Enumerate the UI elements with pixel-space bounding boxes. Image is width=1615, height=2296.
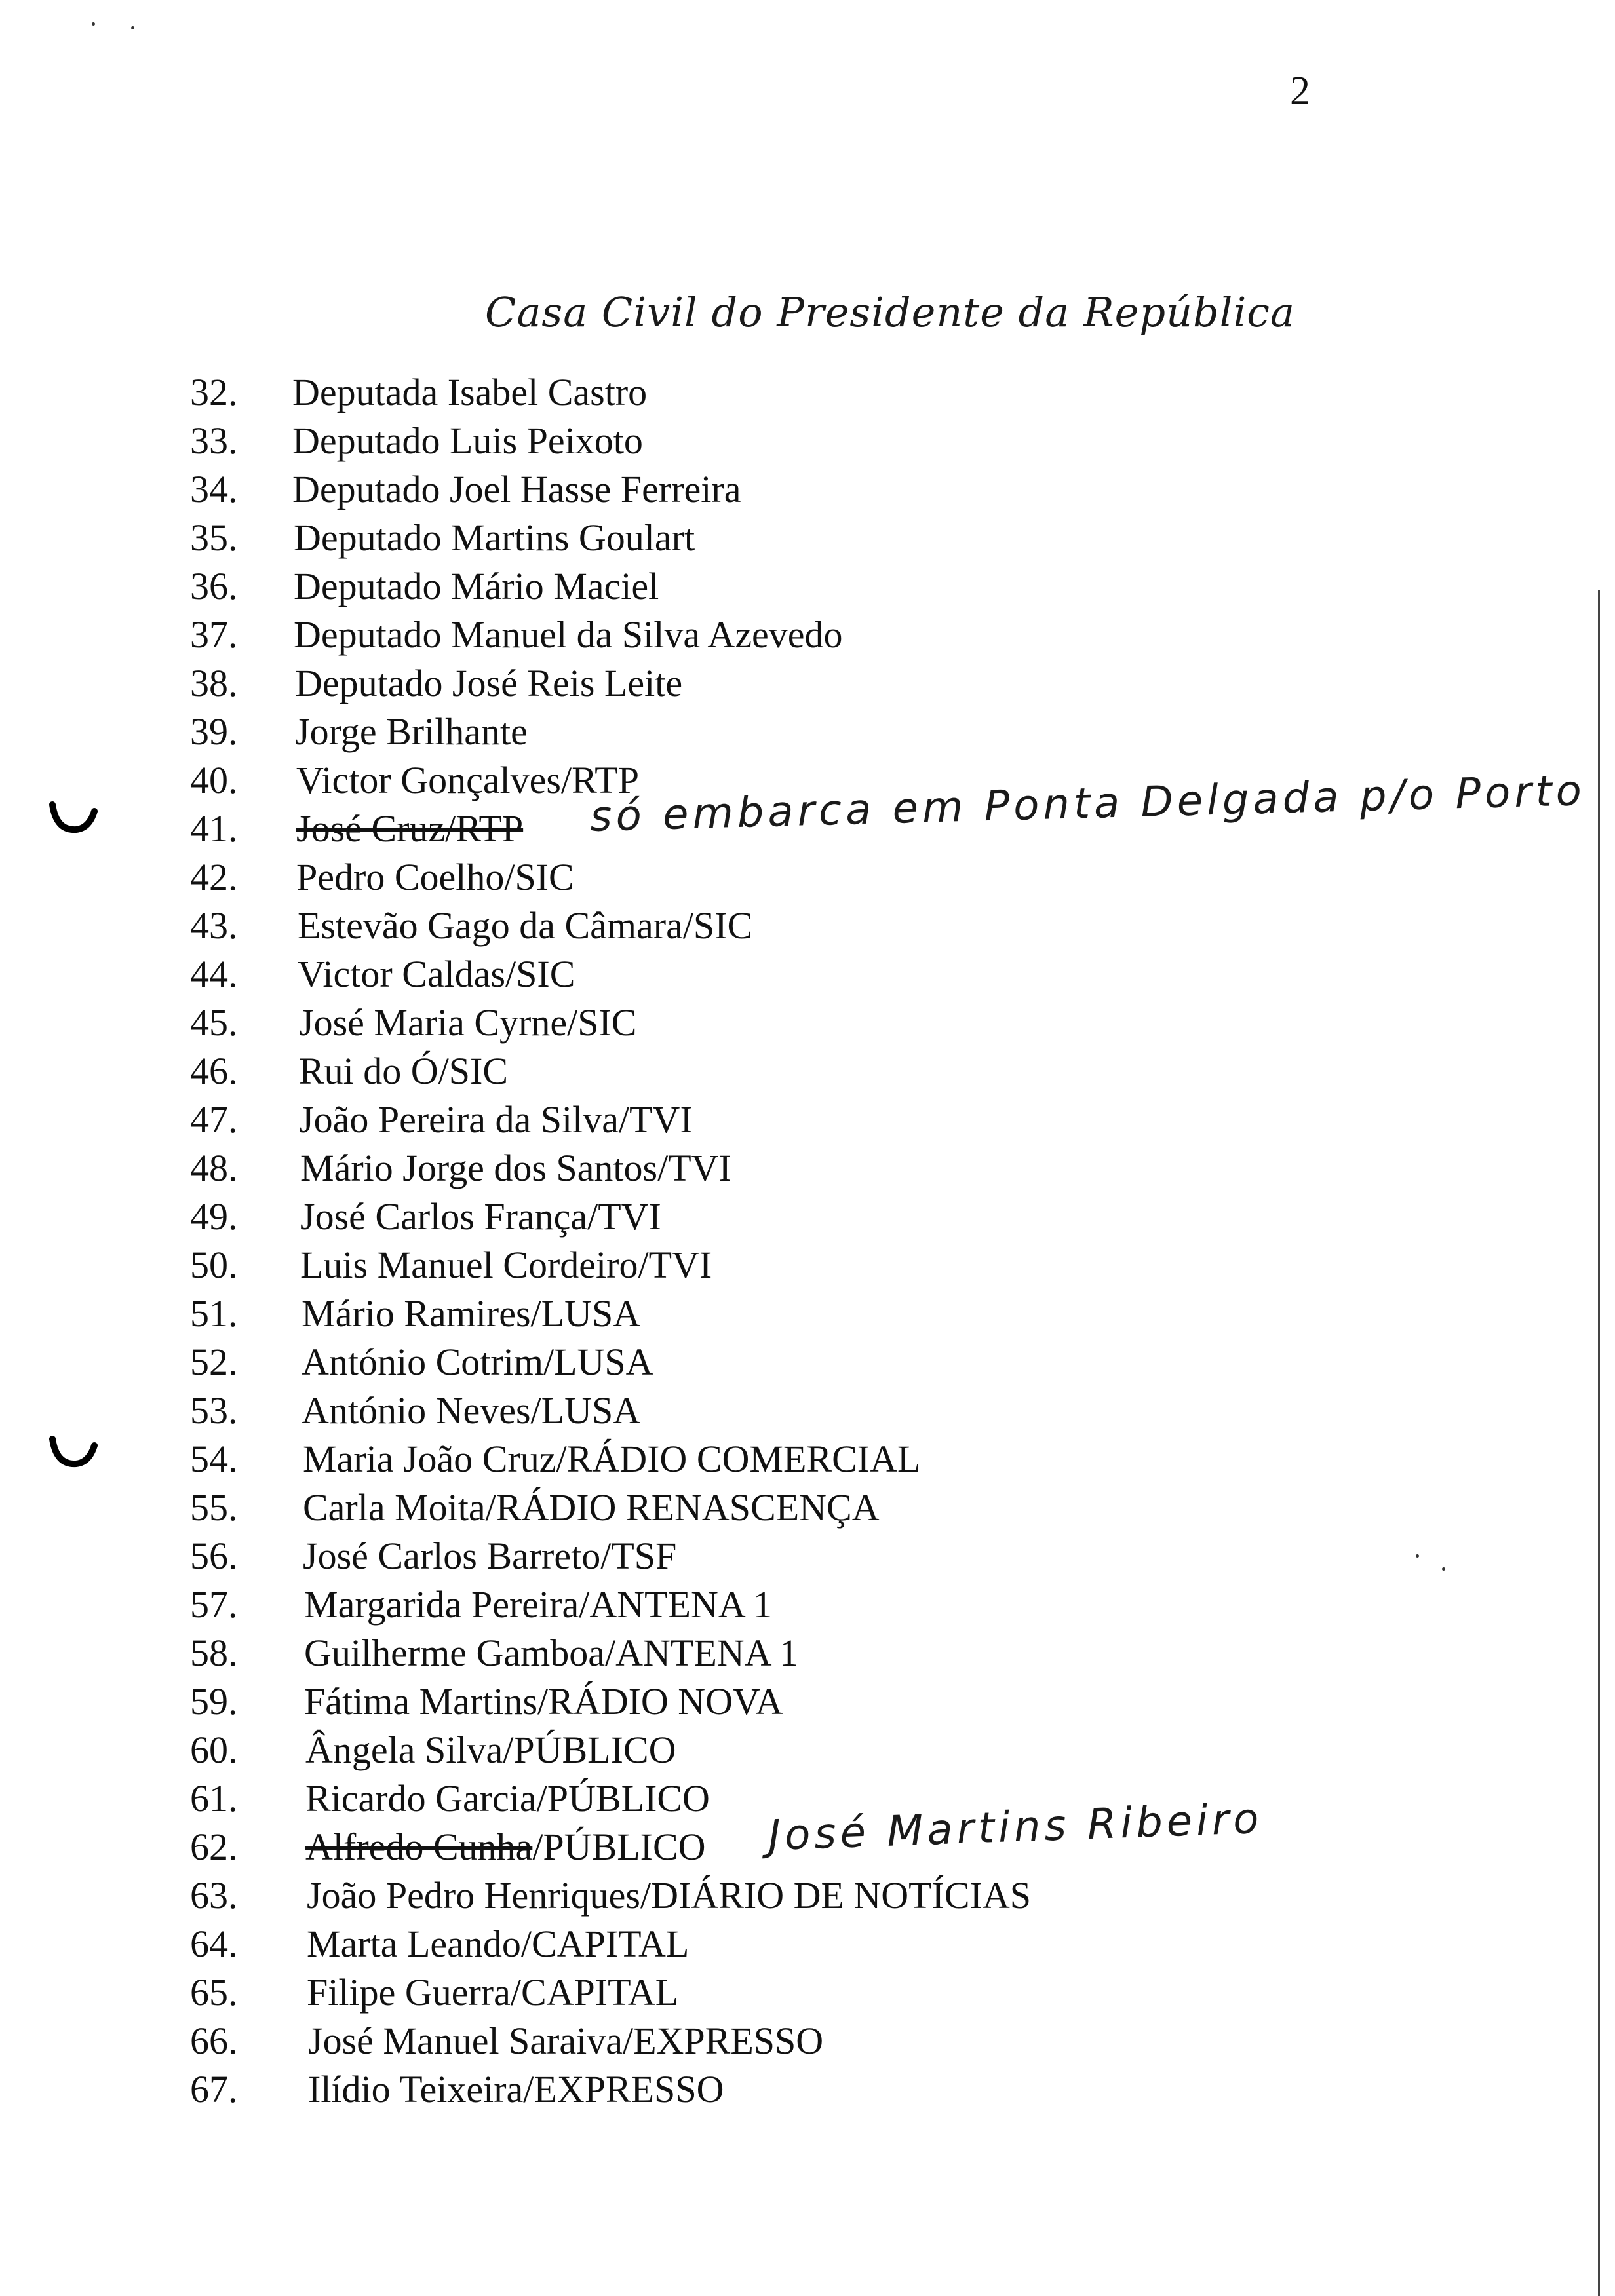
list-item: [0, 1047, 1615, 1096]
list-item: [0, 514, 1615, 562]
list-item: [0, 1968, 1615, 2017]
item-name: José Carlos Barreto/TSF: [303, 1535, 677, 1577]
list-item: [0, 1338, 1615, 1387]
list-item: [0, 1387, 1615, 1435]
list-item: [0, 659, 1615, 708]
item-number: 63.: [190, 1874, 238, 1917]
list-item: [0, 1144, 1615, 1193]
item-number: 67.: [190, 2068, 238, 2111]
handwritten-note: só embarca em Ponta Delgada p/o Porto: [589, 767, 1586, 841]
item-number: 36.: [190, 565, 238, 607]
item-name: João Pereira da Silva/TVI: [299, 1098, 693, 1141]
list-item: [0, 1871, 1615, 1920]
item-number: 50.: [190, 1244, 238, 1286]
item-number: 44.: [190, 953, 238, 995]
list-item: [0, 1920, 1615, 1968]
item-name: Rui do Ó/SIC: [299, 1050, 509, 1092]
list-item: [0, 562, 1615, 611]
item-number: 47.: [190, 1098, 238, 1141]
item-number: 64.: [190, 1923, 238, 1965]
item-name: Pedro Coelho/SIC: [296, 856, 574, 898]
list-item: [0, 708, 1615, 756]
list-item: [0, 1290, 1615, 1338]
item-name: António Neves/LUSA: [302, 1389, 641, 1432]
item-name: Luis Manuel Cordeiro/TVI: [300, 1244, 712, 1286]
item-name: Ricardo Garcia/PÚBLICO: [305, 1777, 710, 1820]
item-name: João Pedro Henriques/DIÁRIO DE NOTÍCIAS: [307, 1874, 1032, 1917]
item-number: 65.: [190, 1971, 238, 2014]
item-name: Jorge Brilhante: [295, 710, 528, 753]
item-number: 32.: [190, 371, 238, 413]
list-item: [0, 1435, 1615, 1483]
check-mark-icon: [47, 798, 100, 837]
item-name: Mário Jorge dos Santos/TVI: [300, 1147, 731, 1189]
scan-speck: [92, 22, 95, 26]
item-number: 48.: [190, 1147, 238, 1189]
item-number: 46.: [190, 1050, 238, 1092]
item-number: 60.: [190, 1729, 238, 1771]
list-item: [0, 902, 1615, 950]
item-number: 61.: [190, 1777, 238, 1820]
item-number: 40.: [190, 759, 238, 801]
item-number: 56.: [190, 1535, 238, 1577]
item-number: 43.: [190, 904, 238, 947]
list-item: [0, 1193, 1615, 1241]
item-name: Guilherme Gamboa/ANTENA 1: [304, 1632, 798, 1674]
item-number: 42.: [190, 856, 238, 898]
item-number: 39.: [190, 710, 238, 753]
list-item: [0, 1629, 1615, 1677]
list-item: [0, 999, 1615, 1047]
handwritten-note: José Martins Ribeiro: [767, 1794, 1264, 1861]
scan-speck: [131, 26, 134, 29]
item-name: Mário Ramires/LUSA: [302, 1292, 641, 1335]
scan-speck: [1416, 1554, 1419, 1558]
item-number: 52.: [190, 1341, 238, 1383]
item-name: Deputado Martins Goulart: [294, 516, 695, 559]
item-name: José Maria Cyrne/SIC: [299, 1001, 637, 1044]
scan-speck: [1442, 1567, 1445, 1571]
item-number: 49.: [190, 1195, 238, 1238]
item-name: Deputado Luis Peixoto: [292, 419, 643, 462]
item-number: 33.: [190, 419, 238, 462]
item-name: José Manuel Saraiva/EXPRESSO: [308, 2019, 824, 2062]
item-name: Victor Caldas/SIC: [298, 953, 575, 995]
item-name: Filipe Guerra/CAPITAL: [307, 1971, 679, 2014]
letterhead: Casa Civil do Presidente da República: [485, 288, 1295, 336]
item-number: 35.: [190, 516, 238, 559]
list-item: [0, 1580, 1615, 1629]
item-number: 54.: [190, 1438, 238, 1480]
check-mark-icon: [47, 1432, 100, 1472]
list-item: [0, 1241, 1615, 1290]
item-name: José Carlos França/TVI: [300, 1195, 661, 1238]
item-name: Deputada Isabel Castro: [292, 371, 648, 413]
list-item: [0, 950, 1615, 999]
list-item: [0, 1532, 1615, 1580]
item-name: Victor Gonçalves/RTP: [296, 759, 639, 801]
list-item: [0, 2065, 1615, 2114]
list-item: [0, 417, 1615, 465]
item-name: Deputado Mário Maciel: [294, 565, 659, 607]
item-name: Ângela Silva/PÚBLICO: [305, 1729, 676, 1771]
item-number: 51.: [190, 1292, 238, 1335]
list-item: [0, 1677, 1615, 1726]
scan-edge-line: [1598, 590, 1600, 2296]
item-name: Estevão Gago da Câmara/SIC: [298, 904, 753, 947]
list-item: [0, 853, 1615, 902]
item-name: Marta Leando/CAPITAL: [307, 1923, 690, 1965]
item-number: 53.: [190, 1389, 238, 1432]
list-item: [0, 1096, 1615, 1144]
list-item: [0, 2017, 1615, 2065]
item-number: 38.: [190, 662, 238, 704]
list-item: [0, 1726, 1615, 1774]
struck-name: Alfredo Cunha: [305, 1826, 533, 1868]
item-number: 62.: [190, 1826, 238, 1868]
item-number: 45.: [190, 1001, 238, 1044]
list-item: [0, 465, 1615, 514]
item-name: Maria João Cruz/RÁDIO COMERCIAL: [303, 1438, 921, 1480]
list-item: [0, 368, 1615, 417]
item-number: 58.: [190, 1632, 238, 1674]
list-item: [0, 611, 1615, 659]
item-number: 66.: [190, 2019, 238, 2062]
item-number: 57.: [190, 1583, 238, 1626]
item-name: Ilídio Teixeira/EXPRESSO: [308, 2068, 724, 2111]
item-outlet: /PÚBLICO: [532, 1826, 706, 1868]
item-number: 59.: [190, 1680, 238, 1723]
list-item: [0, 1483, 1615, 1532]
item-number: 37.: [190, 613, 238, 656]
item-name: Deputado Manuel da Silva Azevedo: [294, 613, 843, 656]
item-name-struck: José Cruz/RTP: [296, 807, 524, 850]
item-number: 34.: [190, 468, 238, 510]
item-name: Fátima Martins/RÁDIO NOVA: [304, 1680, 783, 1723]
item-name: Deputado Joel Hasse Ferreira: [292, 468, 741, 510]
item-name: Margarida Pereira/ANTENA 1: [304, 1583, 773, 1626]
item-name: Carla Moita/RÁDIO RENASCENÇA: [303, 1486, 880, 1529]
item-number: 55.: [190, 1486, 238, 1529]
page-number: 2: [1290, 69, 1310, 113]
item-name: António Cotrim/LUSA: [302, 1341, 653, 1383]
item-name-composite: [305, 1823, 706, 1871]
item-number: 41.: [190, 807, 238, 850]
item-name: Deputado José Reis Leite: [295, 662, 683, 704]
